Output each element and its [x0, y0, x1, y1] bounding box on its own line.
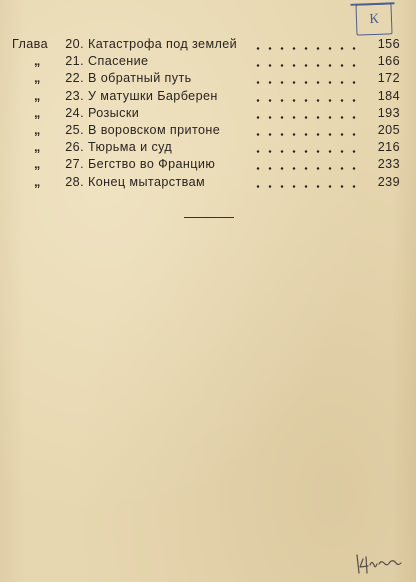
- toc-leader-dots: [252, 105, 360, 122]
- toc-row: [12, 105, 400, 122]
- toc-leader-dots: [252, 139, 360, 156]
- toc-chapter-title: В воровском притоне: [88, 122, 221, 137]
- toc-ditto-mark: „: [34, 88, 41, 103]
- handwritten-pencil-note: [354, 545, 404, 575]
- toc-chapter-number: 21.: [65, 54, 84, 69]
- toc-leader-dots: [252, 174, 360, 191]
- toc-row: [12, 36, 400, 53]
- toc-page-number: 172: [377, 71, 400, 86]
- toc-ditto-mark: „: [34, 174, 41, 189]
- toc-chapter-title: Тюрьма и суд: [88, 140, 173, 155]
- toc-chapter-number: 25.: [65, 122, 84, 137]
- toc-leader-dots: [252, 122, 360, 139]
- toc-chapter-number: 22.: [65, 71, 84, 86]
- toc-chapter-title: Розыски: [88, 105, 140, 120]
- toc-chapter-title: Конец мытарствам: [88, 174, 206, 189]
- toc-row: [12, 174, 400, 191]
- toc-ditto-mark: „: [34, 140, 41, 155]
- toc-leader-dots: [252, 88, 360, 105]
- toc-page-number: 156: [377, 37, 400, 51]
- toc-leader-dots: [252, 70, 360, 87]
- toc-page-number: 216: [377, 140, 400, 155]
- toc-ditto-mark: „: [34, 157, 41, 172]
- toc-chapter-number: 28.: [65, 174, 84, 189]
- toc-chapter-title: У матушки Барберен: [88, 88, 218, 103]
- toc-row: [12, 70, 400, 87]
- toc-page-number: 233: [377, 157, 400, 172]
- toc-ditto-mark: „: [34, 105, 41, 120]
- toc-leader-dots: [252, 53, 360, 70]
- toc-chapter-prefix: Глава: [12, 37, 49, 51]
- toc-chapter-number: 26.: [65, 140, 84, 155]
- section-divider: [184, 217, 234, 218]
- toc-page-number: 184: [377, 88, 400, 103]
- toc-page-number: 193: [377, 105, 400, 120]
- toc-ditto-mark: „: [34, 54, 41, 69]
- toc-page-number: 205: [377, 122, 400, 137]
- toc-ditto-mark: „: [34, 71, 41, 86]
- toc-page-number: 239: [377, 174, 400, 189]
- toc-row: [12, 122, 400, 139]
- toc-chapter-number: 24.: [65, 105, 84, 120]
- toc-leader-dots: [252, 36, 360, 53]
- toc-chapter-number: 27.: [65, 157, 84, 172]
- toc-leader-dots: [252, 156, 360, 173]
- toc-chapter-title: Бегство во Францию: [88, 157, 216, 172]
- toc-chapter-number: 23.: [65, 88, 84, 103]
- toc-row: [12, 88, 400, 105]
- toc-row: [12, 53, 400, 70]
- toc-chapter-title: Катастрофа под землей: [88, 37, 238, 51]
- toc-chapter-title: В обратный путь: [88, 71, 192, 86]
- table-of-contents: [12, 36, 400, 191]
- toc-page-number: 166: [377, 54, 400, 69]
- toc-row: [12, 139, 400, 156]
- toc-chapter-title: Спасение: [88, 54, 149, 69]
- toc-row: [12, 156, 400, 173]
- toc-chapter-number: 20.: [65, 37, 84, 51]
- toc-ditto-mark: „: [34, 122, 41, 137]
- library-stamp: К: [355, 3, 392, 35]
